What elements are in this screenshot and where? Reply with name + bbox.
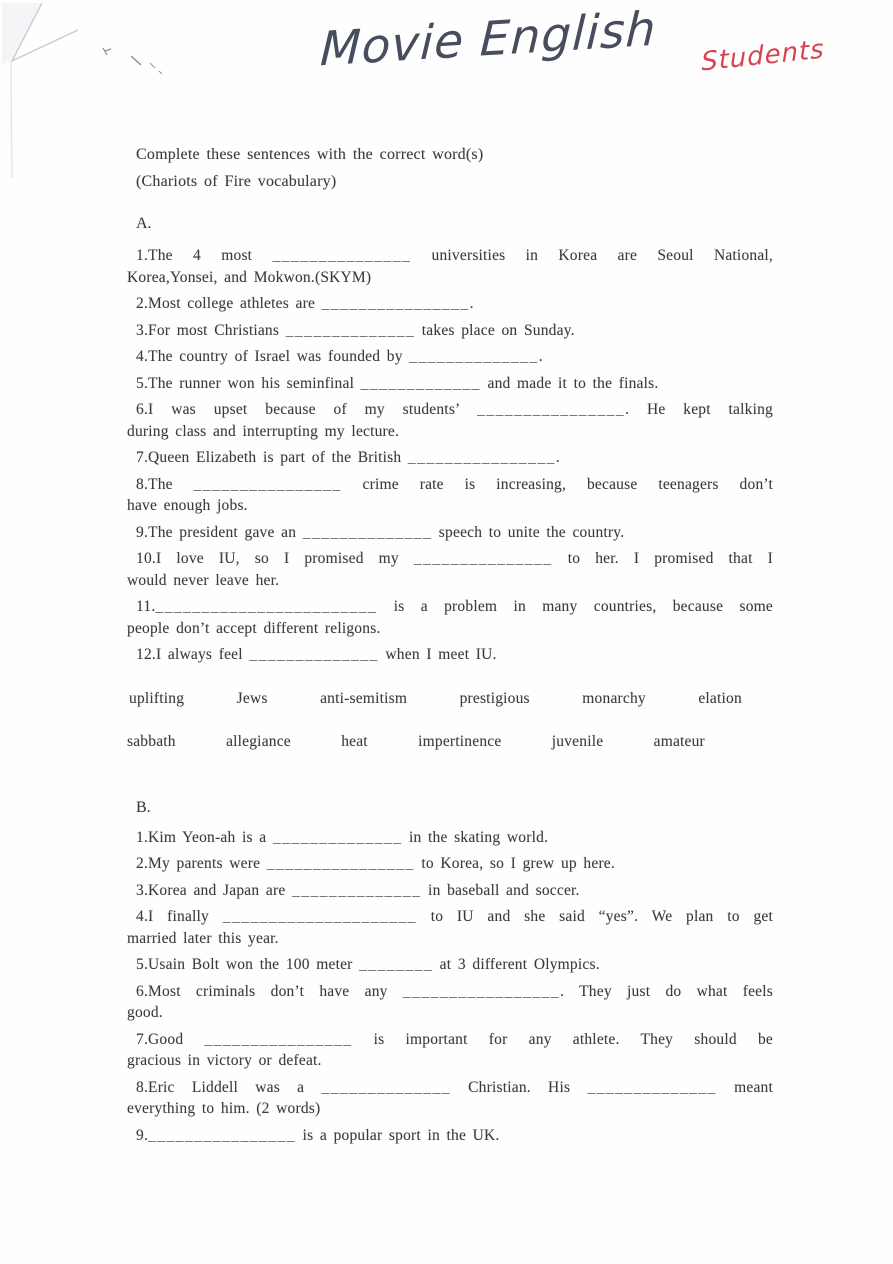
word-bank-word: juvenile — [551, 732, 604, 750]
fill-in-blank: ______________ — [587, 1078, 717, 1096]
question-a1 — [127, 245, 773, 288]
fill-in-blank: _______________ — [413, 550, 553, 567]
fill-in-blank: ________________ — [204, 1030, 353, 1048]
section-b-items — [127, 827, 773, 1147]
word-bank-word: amateur — [653, 732, 705, 750]
fill-in-blank: ______________ — [291, 881, 422, 899]
question-line: gracious in victory or defeat. — [127, 1052, 322, 1069]
fill-in-blank: _____________ — [360, 374, 481, 392]
page-edge-line — [11, 62, 12, 178]
word-bank-word: heat — [341, 732, 368, 750]
question-line: 3.For most Christians ______________ takes place on Sunday. — [136, 321, 575, 339]
pen-scratch-mark — [131, 56, 141, 65]
question-b8 — [127, 1077, 773, 1120]
fill-in-blank: _____________________ — [222, 908, 417, 925]
word-bank-word: elation — [698, 689, 742, 707]
fill-in-blank: ______________ — [285, 321, 416, 339]
question-line: 7.Queen Elizabeth is part of the British ________________. — [136, 449, 560, 466]
question-line: 1.The 4 most _______________ universities in Korea are Seoul National, — [136, 247, 774, 264]
question-b2 — [127, 853, 773, 875]
handwritten-title: Movie English — [319, 1, 658, 78]
question-line: people don’t accept different religons. — [127, 619, 381, 637]
question-a6 — [127, 399, 773, 442]
question-a2 — [127, 293, 773, 315]
word-bank — [127, 690, 773, 751]
question-line: 9.The president gave an ______________ speech to unite the country. — [136, 523, 625, 541]
question-line: 1.Kim Yeon-ah is a ______________ in the skating world. — [136, 828, 549, 846]
fill-in-blank: ______________ — [272, 828, 403, 846]
question-line: 5.The runner won his seminfinal _____________ and made it to the finals. — [136, 374, 659, 392]
question-b4 — [127, 906, 773, 949]
word-bank-word: monarchy — [582, 689, 646, 707]
question-line: have enough jobs. — [127, 497, 248, 514]
fill-in-blank: ________________________ — [155, 598, 378, 615]
question-a4 — [127, 346, 773, 368]
fill-in-blank: ______________ — [409, 348, 539, 365]
handwritten-note-students: Students — [700, 34, 826, 78]
question-line: 9.________________ is a popular sport in the UK. — [136, 1126, 500, 1144]
section-a-label: A. — [136, 215, 152, 232]
pen-scratch-mark — [103, 48, 111, 55]
question-b1 — [127, 827, 773, 849]
question-line: 11.________________________ is a problem in many countries, because some — [136, 598, 773, 615]
fill-in-blank: ________________ — [193, 475, 342, 493]
word-bank-word: uplifting — [129, 689, 185, 707]
question-line: 8.Eric Liddell was a ______________ Christian. His ______________ meant — [136, 1078, 773, 1096]
question-line: 10.I love IU, so I promised my _______________ to her. I promised that I — [136, 550, 773, 567]
instructions-line-1: Complete these sentences with the correct word(s) — [136, 146, 484, 163]
fill-in-blank: ______________ — [321, 1078, 451, 1096]
fold-shadow — [2, 3, 42, 64]
question-b7 — [127, 1029, 773, 1072]
word-bank-word: sabbath — [127, 732, 176, 750]
fill-in-blank: ______________ — [249, 646, 379, 663]
question-line: 12.I always feel ______________ when I meet IU. — [136, 646, 497, 663]
question-a8 — [127, 474, 773, 517]
question-a3 — [127, 320, 773, 342]
question-line: 6.I was upset because of my students’ ________________. He kept talking — [136, 401, 773, 418]
fill-in-blank: ______________ — [302, 523, 433, 541]
fill-in-blank: _______________ — [272, 247, 412, 264]
fill-in-blank: ________________ — [407, 449, 556, 466]
question-b9 — [127, 1125, 773, 1147]
question-a5 — [127, 373, 773, 395]
section-a-items — [127, 245, 773, 666]
question-line: good. — [127, 1004, 163, 1021]
question-line: 8.The ________________ crime rate is increasing, because teenagers don’t — [136, 475, 773, 493]
instructions-line-2: (Chariots of Fire vocabulary) — [136, 173, 337, 190]
question-line: 2.Most college athletes are ________________. — [136, 295, 474, 312]
pen-scratch-mark — [150, 63, 162, 74]
question-a11 — [127, 596, 773, 639]
word-bank-word: anti-semitism — [320, 689, 408, 707]
question-line: 5.Usain Bolt won the 100 meter ________ at 3 different Olympics. — [136, 956, 600, 973]
question-b6 — [127, 981, 773, 1024]
question-line: during class and interrupting my lecture. — [127, 422, 400, 440]
worksheet-content — [127, 141, 773, 1151]
word-bank-word: prestigious — [459, 689, 530, 707]
question-line: 4.I finally _____________________ to IU and she said “yes”. We plan to get — [136, 908, 773, 925]
question-line: 4.The country of Israel was founded by ______________. — [136, 348, 543, 365]
fill-in-blank: ________ — [359, 956, 434, 973]
question-b3 — [127, 880, 773, 902]
question-a9 — [127, 522, 773, 544]
word-bank-word: impertinence — [418, 732, 502, 750]
fill-in-blank: ________________ — [266, 855, 415, 872]
fill-in-blank: ________________ — [148, 1126, 297, 1144]
question-line: 3.Korea and Japan are ______________ in baseball and soccer. — [136, 881, 580, 899]
question-line: married later this year. — [127, 929, 279, 947]
question-a10 — [127, 548, 773, 591]
section-b-label: B. — [136, 798, 151, 816]
question-line: 2.My parents were ________________ to Korea, so I grew up here. — [136, 855, 615, 872]
question-line: would never leave her. — [127, 571, 280, 589]
word-bank-word: Jews — [236, 689, 268, 707]
fill-in-blank: ________________ — [321, 295, 470, 312]
fill-in-blank: _________________ — [402, 982, 561, 1000]
question-line: 7.Good ________________ is important for any athlete. They should be — [136, 1030, 774, 1048]
question-line: Korea,Yonsei, and Mokwon.(SKYM) — [127, 268, 372, 286]
word-bank-word: allegiance — [226, 732, 291, 750]
question-a12 — [127, 644, 773, 666]
question-a7 — [127, 447, 773, 469]
question-b5 — [127, 954, 773, 976]
word-bank-row-1 — [129, 690, 742, 708]
fill-in-blank: ________________ — [477, 401, 626, 418]
word-bank-row-2 — [127, 733, 705, 751]
question-line: everything to him. (2 words) — [127, 1100, 321, 1117]
question-line: 6.Most criminals don’t have any _________________. They just do what feels — [136, 982, 773, 1000]
